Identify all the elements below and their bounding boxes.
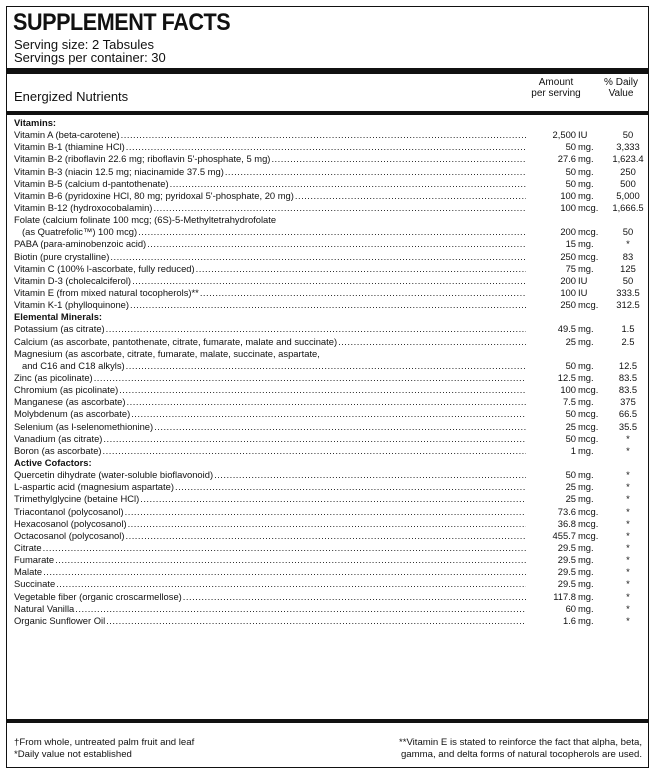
nutrient-name: and C16 and C18 alkyls) [14, 360, 126, 371]
nutrient-daily-value: * [626, 578, 630, 590]
nutrient-unit: IU [578, 129, 588, 141]
nutrient-row [14, 141, 649, 153]
nutrient-unit: mg. [578, 493, 594, 505]
amount-header-line2: per serving [531, 88, 581, 99]
nutrient-name-leader [14, 506, 526, 518]
nutrient-name: Calcium (as ascorbate, pantothenate, citrate, fumarate, malate and succinate) [14, 335, 338, 347]
nutrient-unit: mg. [578, 481, 594, 493]
column-header-amount [523, 77, 589, 99]
nutrient-name: Quercetin dihydrate (water-soluble bioflavonoid) [14, 469, 214, 481]
section-heading [14, 117, 649, 129]
nutrient-daily-value: 333.5 [616, 286, 640, 298]
nutrient-daily-value: 50 [622, 129, 634, 141]
nutrient-daily-value: 1,623.4 [612, 153, 644, 165]
nutrient-row [14, 384, 649, 396]
nutrient-unit: mg. [578, 335, 594, 347]
nutrient-unit: mg. [578, 153, 594, 165]
nutrient-amount: 50 [528, 469, 576, 481]
nutrient-row [14, 408, 649, 420]
dv-header-line2: Value [608, 88, 634, 99]
nutrient-name: Vitamin D-3 (cholecalciferol) [14, 274, 132, 286]
nutrient-row [14, 263, 649, 275]
nutrient-amount: 50 [528, 408, 576, 420]
nutrient-daily-value: * [626, 590, 630, 602]
nutrient-amount: 2,500 [528, 129, 576, 141]
nutrient-daily-value: 35.5 [618, 420, 638, 432]
nutrient-unit: mcg. [578, 299, 599, 311]
nutrient-daily-value: 3,333 [616, 141, 640, 153]
nutrient-name-leader [14, 141, 526, 153]
nutrient-name-leader [14, 396, 526, 408]
nutrient-daily-value: * [626, 554, 630, 566]
nutrient-name-leader [14, 591, 526, 603]
nutrient-row [14, 372, 649, 384]
nutrient-row [14, 299, 649, 311]
nutrient-daily-value: * [626, 529, 630, 541]
nutrient-name-leader [14, 275, 526, 287]
nutrient-daily-value: 50 [622, 226, 634, 238]
column-header-daily-value [595, 77, 647, 99]
nutrient-name-leader [14, 578, 526, 590]
nutrient-row [14, 214, 649, 238]
nutrient-name: Vitamin K-1 (phylloquinone) [14, 299, 129, 311]
nutrient-name: Hexacosanol (polycosanol) [14, 517, 127, 529]
nutrient-daily-value: * [626, 517, 630, 529]
nutrient-amount: 29.5 [528, 566, 576, 578]
footnote-daily-value: *Daily value not established [14, 749, 132, 760]
nutrient-name: Octacosanol (polycosanol) [14, 529, 125, 541]
nutrient-name: Manganese (as ascorbate) [14, 396, 126, 408]
nutrient-name-leader [14, 530, 526, 542]
nutrient-unit: mcg. [578, 432, 599, 444]
section-heading [14, 457, 649, 469]
nutrient-daily-value: * [626, 238, 630, 250]
nutrient-amount: 49.5 [528, 323, 576, 335]
nutrient-name: Biotin (pure crystalline) [14, 250, 110, 262]
nutrient-daily-value: * [626, 602, 630, 614]
nutrient-unit: mg. [578, 371, 594, 383]
nutrient-daily-value: * [626, 541, 630, 553]
section-heading-label: Vitamins: [14, 117, 57, 128]
supplement-facts-panel [6, 6, 649, 768]
nutrient-amount: 25 [528, 493, 576, 505]
nutrient-daily-value: * [626, 432, 630, 444]
nutrient-name-leader [14, 481, 526, 493]
nutrient-daily-value: 50 [622, 274, 634, 286]
nutrient-name-leader [14, 287, 526, 299]
nutrient-amount: 29.5 [528, 578, 576, 590]
nutrient-unit: mg. [578, 189, 594, 201]
nutrient-rows [14, 117, 649, 627]
nutrient-name: Zinc (as picolinate) [14, 371, 93, 383]
nutrient-daily-value: 250 [620, 165, 636, 177]
nutrient-amount: 200 [528, 275, 576, 287]
nutrient-amount: 29.5 [528, 554, 576, 566]
nutrient-row [14, 603, 649, 615]
nutrient-name-leader [14, 408, 526, 420]
nutrient-daily-value: 5,000 [616, 189, 640, 201]
column-header-nutrients: Energized Nutrients [14, 89, 129, 104]
nutrient-row [14, 178, 649, 190]
nutrient-unit: IU [578, 274, 588, 286]
nutrient-row [14, 238, 649, 250]
nutrient-name-leader [14, 493, 526, 505]
nutrient-unit: mcg. [578, 250, 599, 262]
nutrient-daily-value: 125 [620, 262, 636, 274]
nutrient-amount: 117.8 [528, 591, 576, 603]
nutrient-row [14, 251, 649, 263]
nutrient-daily-value: * [626, 493, 630, 505]
nutrient-row [14, 445, 649, 457]
nutrient-amount: 25 [528, 481, 576, 493]
amount-header-line1: Amount [538, 77, 574, 88]
nutrient-amount: 250 [528, 251, 576, 263]
nutrient-row [14, 530, 649, 542]
nutrient-name: Vanadium (as citrate) [14, 432, 103, 444]
servings-per-container: Servings per container: 30 [14, 50, 166, 65]
nutrient-name: Trimethylglycine (betaine HCl) [14, 493, 140, 505]
nutrient-amount: 36.8 [528, 518, 576, 530]
nutrient-amount: 1.6 [528, 615, 576, 627]
nutrient-row [14, 202, 649, 214]
nutrient-name: Vitamin C (100% l-ascorbate, fully reduced) [14, 262, 195, 274]
nutrient-name-leader [14, 323, 526, 335]
section-heading-label: Active Cofactors: [14, 456, 92, 468]
nutrient-amount: 27.6 [528, 153, 576, 165]
nutrient-name: PABA (para-aminobenzoic acid) [14, 238, 147, 250]
footnotes-right [399, 737, 642, 761]
footnotes-left [14, 737, 194, 761]
nutrient-name-leader [14, 445, 526, 457]
nutrient-daily-value: 500 [620, 177, 636, 189]
nutrient-name-leader [14, 226, 526, 238]
nutrient-unit: mg. [578, 541, 594, 553]
nutrient-name-leader [14, 469, 526, 481]
nutrient-name: Vitamin B-3 (niacin 12.5 mg; niacinamide 37.5 mg) [14, 165, 224, 177]
nutrient-name-leader [14, 603, 526, 615]
nutrient-row [14, 554, 649, 566]
nutrient-unit: mg. [578, 238, 594, 250]
nutrient-unit: mcg. [578, 529, 599, 541]
nutrient-name: Vegetable fiber (organic croscarmellose) [14, 590, 182, 602]
footnote-palm-fruit: †From whole, untreated palm fruit and leaf [14, 737, 195, 748]
nutrient-amount: 50 [528, 360, 576, 372]
nutrient-unit: IU [578, 286, 588, 298]
nutrient-amount: 200 [528, 226, 576, 238]
nutrient-row [14, 190, 649, 202]
nutrient-name: Citrate [14, 541, 42, 553]
nutrient-name: Vitamin B-6 (pyridoxine HCl, 80 mg; pyridoxal 5'-phosphate, 20 mg) [14, 189, 294, 201]
nutrient-daily-value: 312.5 [616, 299, 640, 311]
nutrient-name-leader [14, 554, 526, 566]
nutrient-name: Triacontanol (polycosanol) [14, 505, 124, 517]
nutrient-row [14, 469, 649, 481]
nutrient-unit: mcg. [578, 408, 599, 420]
nutrient-amount: 250 [528, 299, 576, 311]
nutrient-row [14, 396, 649, 408]
nutrient-unit: mg. [578, 566, 594, 578]
nutrient-daily-value: * [626, 481, 630, 493]
nutrient-name-leader [14, 566, 526, 578]
nutrient-row [14, 323, 649, 335]
nutrient-name: Malate [14, 566, 43, 578]
nutrient-daily-value: 83.5 [618, 371, 638, 383]
footnote-vitamin-e-line1: **Vitamin E is stated to reinforce the fact that alpha, beta, [398, 737, 642, 748]
nutrient-name: Natural Vanilla [14, 602, 75, 614]
nutrient-daily-value: 83.5 [618, 384, 638, 396]
nutrient-name-line1: Folate (calcium folinate 100 mcg; (6S)-5-Methyltetrahydrofolate [14, 214, 277, 226]
nutrient-amount: 25 [528, 421, 576, 433]
nutrient-row [14, 153, 649, 165]
nutrient-amount: 100 [528, 384, 576, 396]
nutrient-amount: 12.5 [528, 372, 576, 384]
nutrient-name-leader [14, 251, 526, 263]
nutrient-daily-value: 375 [620, 396, 636, 408]
nutrient-amount: 1 [528, 445, 576, 457]
nutrient-name-line1: Magnesium (as ascorbate, citrate, fumarate, malate, succinate, aspartate, [14, 347, 320, 359]
footnote-vitamin-e-line2: gamma, and delta forms of natural tocopherols are used. [400, 749, 642, 760]
nutrient-amount: 455.7 [528, 530, 576, 542]
nutrient-unit: mcg. [578, 420, 599, 432]
nutrient-daily-value: * [626, 469, 630, 481]
nutrient-name-leader [14, 615, 526, 627]
nutrient-name-leader [14, 202, 526, 214]
nutrient-daily-value: 1,666.5 [612, 201, 644, 213]
nutrient-name: (as Quatrefolic™) 100 mcg) [14, 226, 138, 237]
nutrient-name: L-aspartic acid (magnesium aspartate) [14, 481, 174, 493]
nutrient-amount: 25 [528, 336, 576, 348]
nutrient-row [14, 481, 649, 493]
nutrient-amount: 50 [528, 141, 576, 153]
section-heading-label: Elemental Minerals: [14, 311, 103, 323]
nutrient-unit: mg. [578, 578, 594, 590]
nutrient-daily-value: 66.5 [618, 408, 638, 420]
nutrient-row [14, 591, 649, 603]
nutrient-unit: mg. [578, 141, 594, 153]
nutrient-amount: 29.5 [528, 542, 576, 554]
nutrient-daily-value: * [626, 614, 630, 626]
nutrient-unit: mg. [578, 554, 594, 566]
nutrient-row [14, 287, 649, 299]
nutrient-unit: mg. [578, 590, 594, 602]
nutrient-name: Vitamin A (beta-carotene) [14, 129, 120, 141]
nutrient-name-leader [14, 421, 526, 433]
nutrient-row [14, 578, 649, 590]
nutrient-amount: 100 [528, 287, 576, 299]
nutrient-unit: mg. [578, 469, 594, 481]
nutrient-amount: 50 [528, 166, 576, 178]
nutrient-row [14, 129, 649, 141]
nutrient-name-leader [14, 129, 526, 141]
nutrient-row [14, 542, 649, 554]
nutrient-row [14, 275, 649, 287]
nutrient-row [14, 615, 649, 627]
nutrient-unit: mcg. [578, 505, 599, 517]
nutrient-name: Molybdenum (as ascorbate) [14, 408, 131, 420]
nutrient-name-leader [14, 372, 526, 384]
nutrient-unit: mg. [578, 602, 594, 614]
nutrient-name: Selenium (as l-selenomethionine) [14, 420, 154, 432]
nutrient-row [14, 566, 649, 578]
nutrient-name-leader [14, 153, 526, 165]
nutrient-name: Succinate [14, 578, 56, 590]
dv-header-line1: % Daily [604, 77, 638, 88]
nutrient-amount: 50 [528, 178, 576, 190]
nutrient-name: Chromium (as picolinate) [14, 384, 119, 396]
nutrient-name-leader [14, 238, 526, 250]
nutrient-daily-value: * [626, 505, 630, 517]
nutrient-row [14, 433, 649, 445]
nutrient-unit: mg. [578, 359, 594, 371]
nutrient-name: Vitamin E (from mixed natural tocopherols)** [14, 286, 199, 298]
nutrient-unit: mg. [578, 262, 594, 274]
nutrient-row [14, 518, 649, 530]
nutrient-daily-value: 83 [622, 250, 634, 262]
nutrient-amount: 60 [528, 603, 576, 615]
nutrient-name: Vitamin B-2 (riboflavin 22.6 mg; riboflavin 5'-phosphate, 5 mg) [14, 153, 271, 165]
nutrient-daily-value: 1.5 [621, 323, 635, 335]
nutrient-daily-value: 2.5 [621, 335, 635, 347]
thick-divider-top [7, 68, 648, 74]
nutrient-name-leader [14, 190, 526, 202]
nutrient-unit: mcg. [578, 201, 599, 213]
nutrient-name: Vitamin B-5 (calcium d-pantothenate) [14, 177, 169, 189]
nutrient-daily-value: 12.5 [618, 359, 638, 371]
nutrient-amount: 100 [528, 202, 576, 214]
nutrient-name-leader [14, 299, 526, 311]
nutrient-name-leader [14, 178, 526, 190]
thick-divider-header [7, 111, 648, 115]
nutrient-amount: 100 [528, 190, 576, 202]
nutrient-amount: 50 [528, 433, 576, 445]
nutrient-amount: 75 [528, 263, 576, 275]
nutrient-name: Organic Sunflower Oil [14, 614, 106, 626]
nutrient-amount: 7.5 [528, 396, 576, 408]
nutrient-name: Fumarate [14, 554, 55, 566]
nutrient-unit: mg. [578, 444, 594, 456]
nutrient-amount: 73.6 [528, 506, 576, 518]
nutrient-row [14, 166, 649, 178]
nutrient-unit: mg. [578, 323, 594, 335]
nutrient-name: Vitamin B-1 (thiamine HCl) [14, 141, 125, 153]
nutrient-name-leader [14, 542, 526, 554]
nutrient-unit: mcg. [578, 517, 599, 529]
nutrient-name: Potassium (as citrate) [14, 323, 105, 335]
nutrient-row [14, 336, 649, 348]
nutrient-row [14, 506, 649, 518]
nutrient-amount: 15 [528, 238, 576, 250]
nutrient-daily-value: * [626, 444, 630, 456]
nutrient-name-leader [14, 518, 526, 530]
nutrient-name-leader [14, 384, 526, 396]
nutrient-name-leader [14, 166, 526, 178]
nutrient-name-leader [14, 433, 526, 445]
nutrient-name-leader [14, 263, 526, 275]
nutrient-unit: mg. [578, 396, 594, 408]
nutrient-unit: mg. [578, 614, 594, 626]
nutrient-unit: mg. [578, 177, 594, 189]
panel-title: SUPPLEMENT FACTS [13, 9, 231, 36]
serving-size: Serving size: 2 Tabsules [14, 37, 154, 52]
nutrient-name-leader [14, 360, 526, 372]
nutrient-row [14, 348, 649, 372]
nutrient-row [14, 493, 649, 505]
section-heading [14, 311, 649, 323]
nutrient-name: Vitamin B-12 (hydroxocobalamin) [14, 201, 153, 213]
nutrient-name-leader [14, 336, 526, 348]
nutrient-row [14, 421, 649, 433]
thick-divider-bottom [7, 719, 648, 723]
nutrient-name: Boron (as ascorbate) [14, 444, 102, 456]
nutrient-unit: mcg. [578, 226, 599, 238]
nutrient-daily-value: * [626, 566, 630, 578]
nutrient-unit: mg. [578, 165, 594, 177]
nutrient-unit: mcg. [578, 384, 599, 396]
